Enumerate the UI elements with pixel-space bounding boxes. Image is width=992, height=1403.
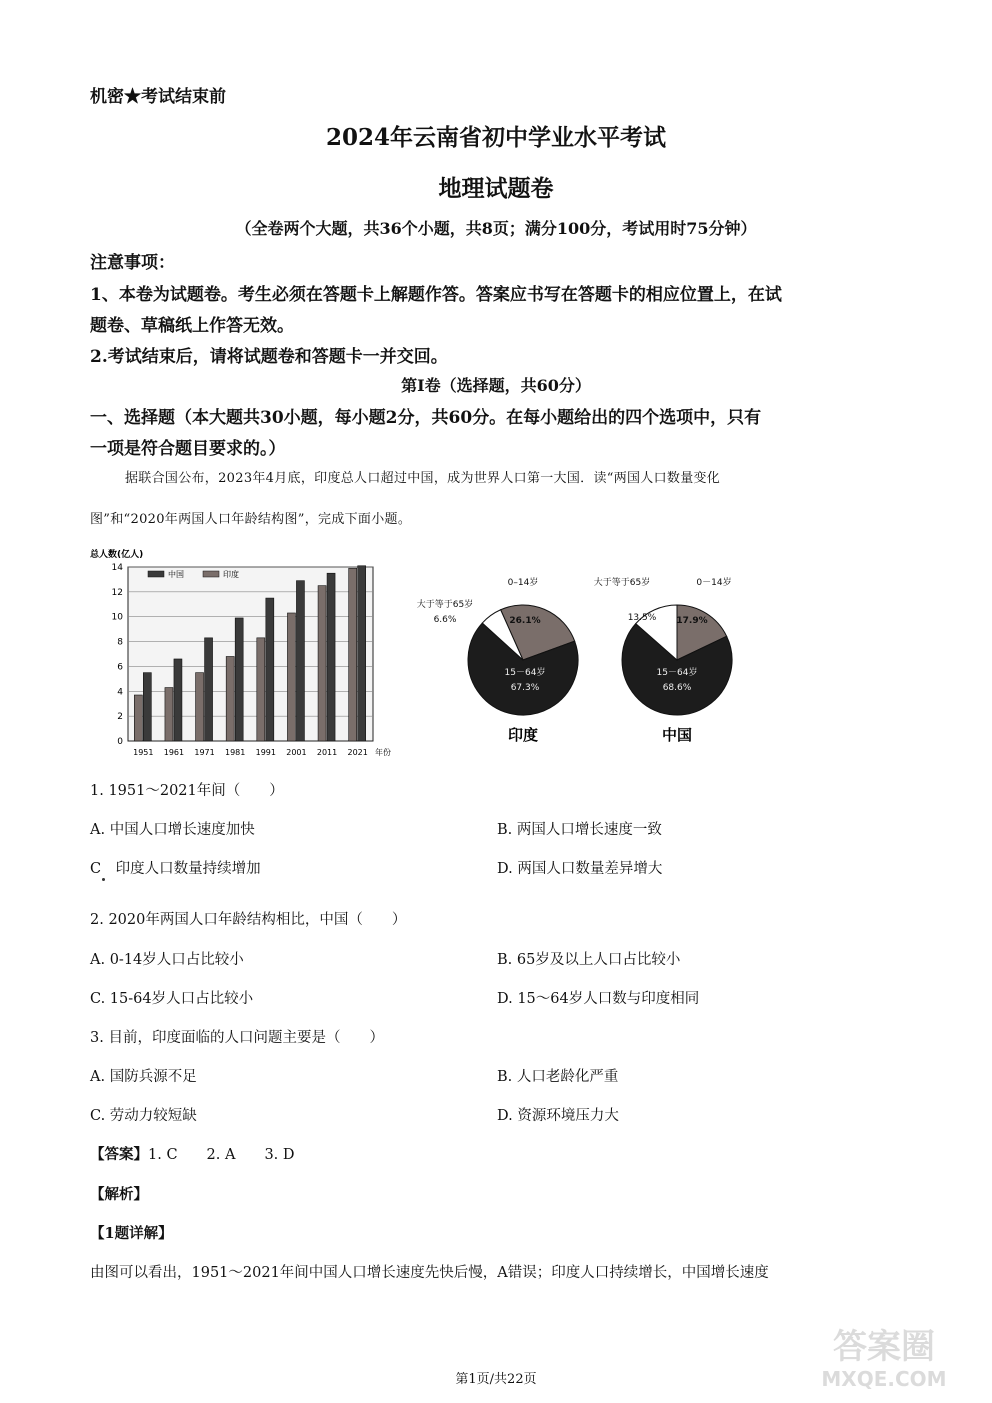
note-2: 2.考试结束后，请将试题卷和答题卡一并交回。 [90,347,448,367]
x-tick-label: 2011 [316,748,338,757]
slice-value: 67.3% [510,683,540,693]
y-tick-label: 10 [111,612,123,623]
bar-china [327,573,335,741]
x-tick-label: 1961 [163,748,185,757]
bar-india [134,695,142,741]
y-tick-label: 8 [117,637,123,648]
legend-label: 印度 [223,570,239,579]
section-1-instruction-line-2: 一项是符合题目要求的。） [90,439,286,459]
x-axis-label: 年份 [375,748,391,757]
detail-1-title: 【1题详解】 [90,1225,173,1242]
answer-values: 1. C 2. A 3. D [148,1147,295,1163]
notes-heading: 注意事项： [90,253,175,273]
question-3-option-b: B. 人口老龄化严重 [497,1069,619,1085]
answer-line [90,1143,295,1164]
bar-india [226,656,234,741]
detail-1-text: 由图可以看出，1951～2021年间中国人口增长速度先快后慢，A错误；印度人口持续增长，中国增长速度 [90,1265,769,1281]
x-tick-label: 1971 [194,748,215,757]
bar-china [266,598,274,741]
bar-india [318,586,326,741]
question-1-option-a: A. 中国人口增长速度加快 [90,822,255,838]
y-tick-label: 12 [111,587,123,598]
bar-india [165,688,173,741]
india-age-pie-chart [400,565,590,750]
y-tick-label: 0 [117,737,123,747]
bar-china [205,638,213,741]
y-tick-label: 2 [117,712,123,723]
question-3-option-a: A. 国防兵源不足 [90,1069,197,1085]
confidential-label: 机密★考试结束前 [90,87,226,107]
question-3-option-d: D. 资源环境压力大 [497,1108,619,1124]
slice-label: 大于等于65岁 [416,600,474,610]
section-1-instruction-line-1: 一、选择题（本大题共30小题，每小题2分，共60分。在每小题给出的四个选项中，只有 [90,408,762,428]
question-2-stem: 2. 2020年两国人口年龄结构相比，中国（ ） [90,912,407,928]
page-footer: 第1页/共22页 [455,1372,537,1387]
slice-label: 0–14岁 [507,578,539,588]
bar-india [196,673,204,741]
intro-line-2: 图”和“2020年两国人口年龄结构图”，完成下面小题。 [90,512,412,527]
bar-india [257,638,265,741]
question-1-option-d: D. 两国人口数量差异增大 [497,861,663,877]
exam-meta: （全卷两个大题，共36个小题，共8页；满分100分，考试用时75分钟） [235,219,757,238]
part-1-title: 第Ⅰ卷（选择题，共60分） [401,376,591,395]
bar-china [174,659,182,741]
bar-china [358,566,366,741]
legend-swatch [203,571,219,577]
slice-label: 15－64岁 [504,668,546,678]
question-2-option-d: D. 15～64岁人口数与印度相同 [497,991,700,1007]
pie-title: 印度 [507,726,539,744]
watermark-logo [797,1320,972,1395]
bar-china [235,618,243,741]
bar-china [296,581,304,741]
x-tick-label: 1951 [133,748,154,757]
x-tick-label: 1981 [225,748,246,757]
y-tick-label: 6 [117,662,123,673]
exam-title: 2024年云南省初中学业水平考试 [325,124,666,151]
x-tick-label: 2001 [286,748,307,757]
pie-title: 中国 [661,726,693,744]
intro-line-1: 据联合国公布，2023年4月底，印度总人口超过中国，成为世界人口第一大国．读“两国人口数量变化 [125,471,721,486]
stray-dot-mark [102,878,105,881]
slice-value: 68.6% [662,683,692,693]
question-3-stem: 3. 目前，印度面临的人口问题主要是（ ） [90,1030,384,1046]
legend-swatch [148,571,164,577]
x-tick-label: 2021 [347,748,368,757]
watermark-domain: MXQE.COM [821,1367,947,1391]
answer-label: 【答案】 [90,1146,148,1163]
question-2-option-b: B. 65岁及以上人口占比较小 [497,952,681,968]
watermark-text: 答案圈 [833,1327,935,1367]
exam-subtitle: 地理试题卷 [438,175,554,202]
bar-india [287,613,295,741]
question-3-option-c: C. 劳动力较短缺 [90,1108,197,1124]
y-tick-label: 14 [111,563,123,573]
question-2-option-a: A. 0-14岁人口占比较小 [90,952,244,968]
slice-label: 15－64岁 [656,668,698,678]
question-1-stem: 1. 1951～2021年间（ ） [90,783,284,799]
y-axis-label: 总人数(亿人) [90,550,144,560]
population-bar-chart [88,545,391,765]
x-tick-label: 1991 [255,748,276,757]
slice-value: 6.6% [433,615,457,625]
slice-label: 0－14岁 [696,578,732,588]
note-1-line-2: 题卷、草稿纸上作答无效。 [90,316,294,336]
slice-value: 17.9% [676,616,708,626]
slice-label: 大于等于65岁 [593,578,651,588]
analysis-label: 【解析】 [90,1186,148,1203]
slice-value: 13.5% [627,613,657,623]
question-2-option-c: C. 15-64岁人口占比较小 [90,991,254,1007]
china-age-pie-chart [582,565,752,750]
legend-label: 中国 [168,570,184,579]
note-1-line-1: 1、本卷为试题卷。考生必须在答题卡上解题作答。答案应书写在答题卡的相应位置上，在试 [90,285,782,305]
bar-china [143,673,151,741]
bar-india [349,568,357,741]
question-1-option-c: C 印度人口数量持续增加 [90,861,261,877]
y-tick-label: 4 [117,687,123,698]
slice-value: 26.1% [509,616,541,626]
question-1-option-b: B. 两国人口增长速度一致 [497,822,662,838]
